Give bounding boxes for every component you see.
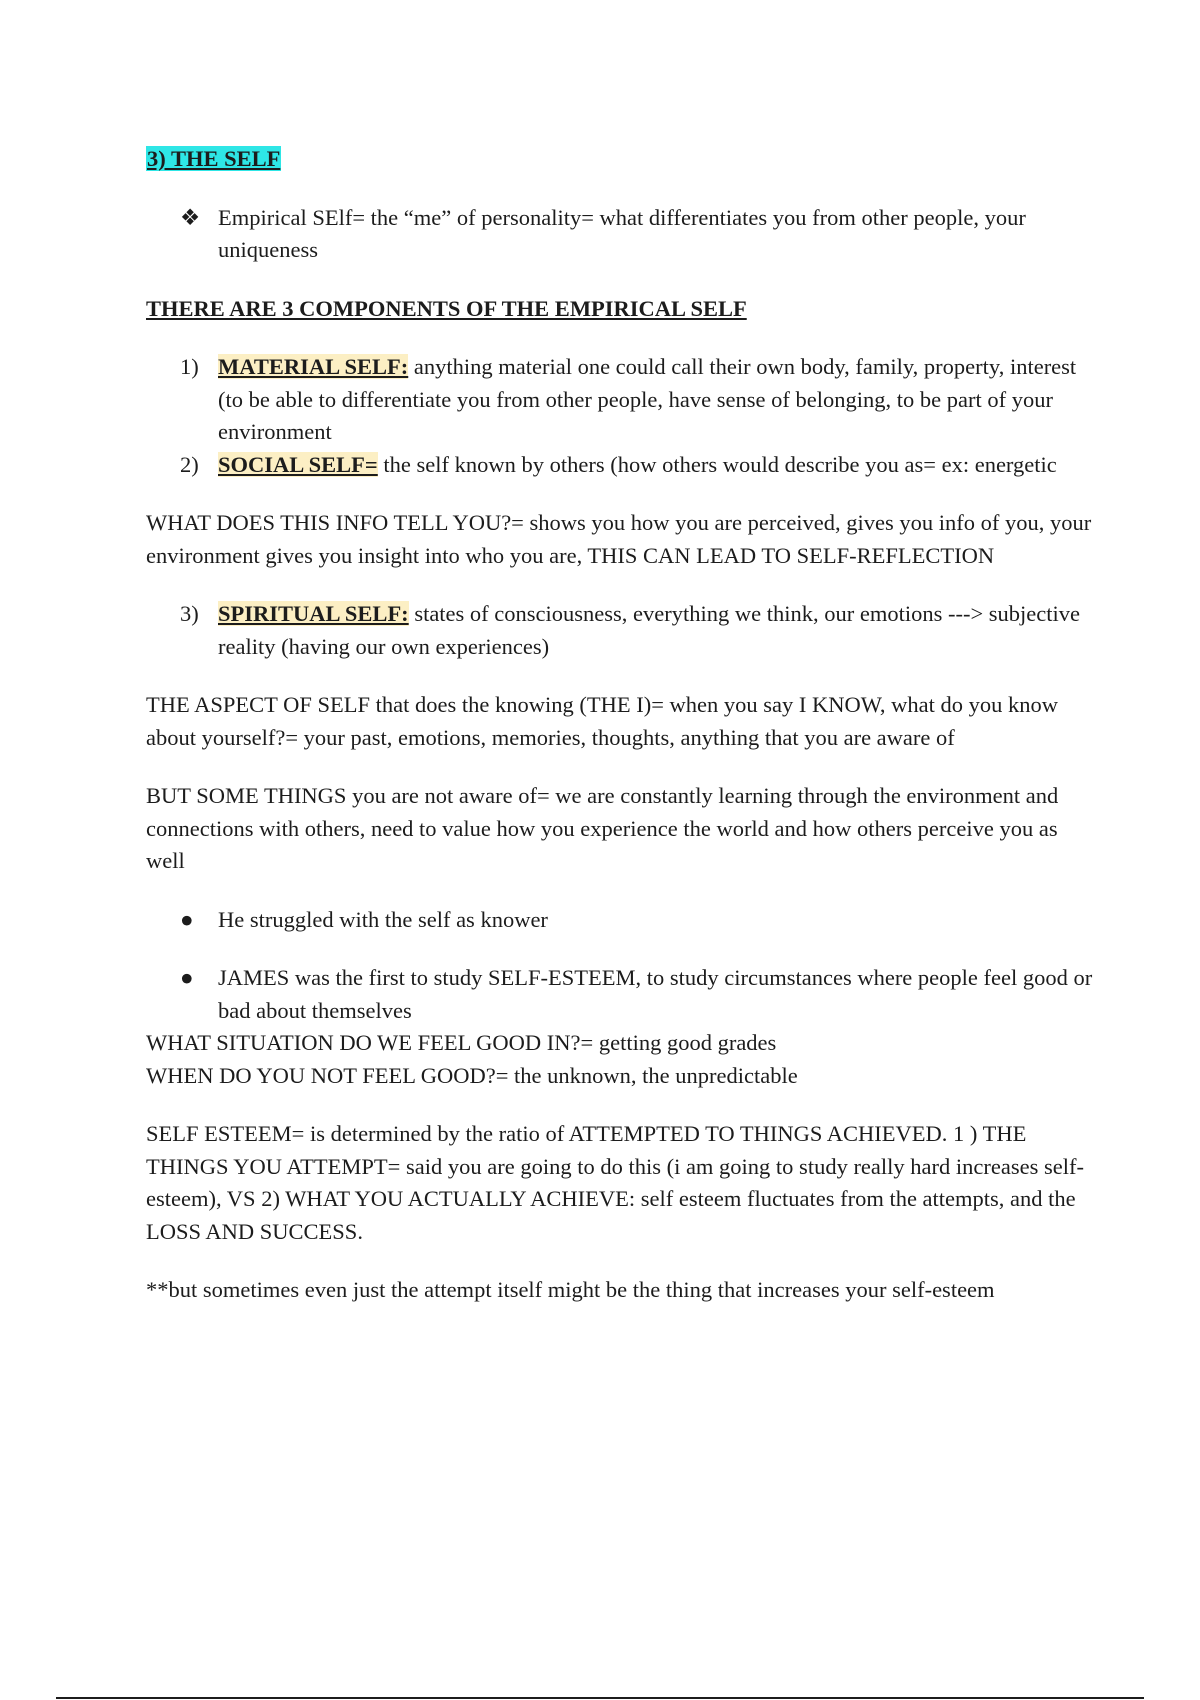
document-body	[146, 143, 1096, 1307]
component-text: states of consciousness, everything we think, our emotions ---> subjective reality (having our own experiences)	[218, 601, 1080, 659]
aspect-paragraph: THE ASPECT OF SELF that does the knowing (THE I)= when you say I KNOW, what do you know about yourself?= your past, emotions, memories, thoughts, anything that you are aware of	[146, 692, 1059, 750]
component-label: SOCIAL SELF=	[218, 451, 378, 477]
not-feel-good-line: WHEN DO YOU NOT FEEL GOOD?= the unknown, the unpredictable	[146, 1062, 798, 1088]
list-item	[146, 962, 1096, 1027]
bullet-icon: ●	[180, 965, 194, 990]
bullet-text: He struggled with the self as knower	[218, 906, 548, 932]
component-item-social	[146, 449, 1096, 482]
component-label: MATERIAL SELF:	[218, 354, 409, 379]
list-number: 2)	[180, 451, 199, 477]
section-title	[146, 143, 1096, 176]
intro-bullet	[146, 202, 1096, 267]
component-item-material	[146, 351, 1096, 449]
intro-bullet-text: Empirical SElf= the “me” of personality= what differentiates you from other people, your uniqueness	[218, 204, 1026, 262]
feel-good-line: WHAT SITUATION DO WE FEEL GOOD IN?= getting good grades	[146, 1030, 777, 1055]
component-text: anything material one could call their own body, family, property, interest (to be able to differentiate you from other people, have sense of belonging, to be part of your environment	[218, 354, 1077, 444]
info-paragraph: WHAT DOES THIS INFO TELL YOU?= shows you how you are perceived, gives you info of you, your environment gives you insight into who you are, THIS CAN LEAD TO SELF-REFLECTION	[146, 510, 1092, 568]
closing-note: **but sometimes even just the attempt itself might be the thing that increases your self-esteem	[146, 1277, 995, 1302]
components-heading-text: THERE ARE 3 COMPONENTS OF THE EMPIRICAL SELF	[146, 295, 747, 321]
bullet-icon: ●	[180, 906, 194, 932]
self-esteem-paragraph: SELF ESTEEM= is determined by the ratio of ATTEMPTED TO THINGS ACHIEVED. 1 ) THE THINGS YOU ATTEMPT= said you are going to do this (i am going to study really hard increases self-esteem), VS 2) WHAT YOU ACTUALLY ACHIEVE: self esteem fluctuates from the attempts, and the LOSS AND SUCCESS.	[146, 1121, 1084, 1244]
section-title-text: 3) THE SELF	[147, 146, 281, 171]
unaware-paragraph: BUT SOME THINGS you are not aware of= we are constantly learning through the environment and connections with others, need to value how you experience the world and how others perceive you as well	[146, 783, 1059, 873]
list-number: 3)	[180, 601, 199, 626]
components-heading	[146, 293, 1096, 326]
page-divider	[56, 1697, 1144, 1699]
component-label: SPIRITUAL SELF:	[218, 601, 409, 626]
bullet-text: JAMES was the first to study SELF-ESTEEM, to study circumstances where people feel good or bad about themselves	[218, 965, 1093, 1023]
list-number: 1)	[180, 354, 199, 379]
diamond-bullet-icon: ❖	[180, 204, 201, 230]
list-item	[146, 904, 1096, 937]
component-text: the self known by others (how others would describe you as= ex: energetic	[377, 451, 1057, 477]
component-item-spiritual	[146, 598, 1096, 663]
